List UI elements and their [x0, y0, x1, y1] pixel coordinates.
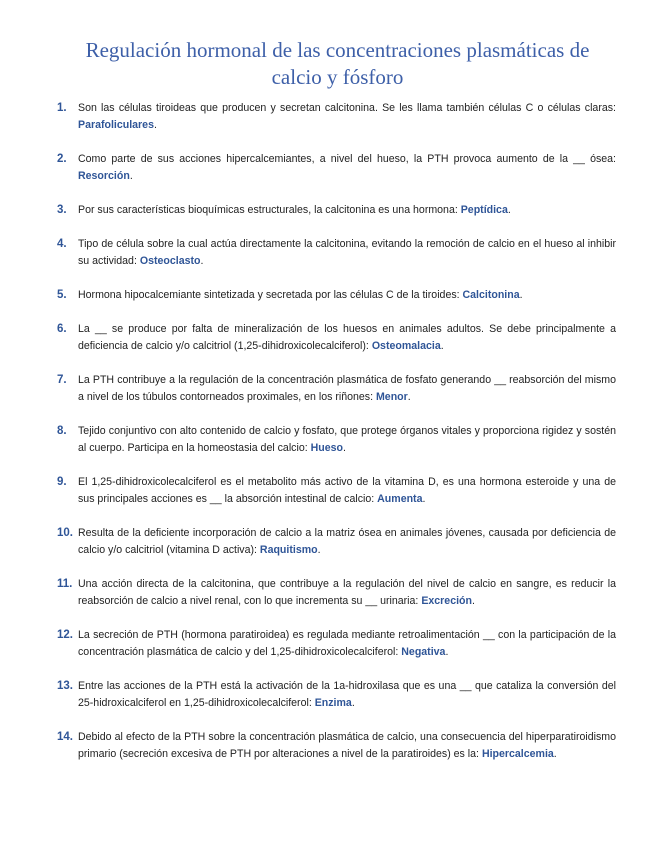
- question-body: La __ se produce por falta de mineralización de los huesos en animales adultos. Se debe principalmente a deficiencia de calcio y/o calcitriol (1,25-dihidroxicolecalciferol):: [78, 323, 616, 352]
- question-number: 2.: [57, 153, 67, 165]
- question-number: 4.: [57, 238, 67, 250]
- question-body: El 1,25-dihidroxicolecalciferol es el metabolito más activo de la vitamina D, es una hormona esteroide y una de sus principales acciones es __ la absorción intestinal de calcio:: [78, 476, 616, 505]
- question-end: .: [471, 595, 475, 607]
- question-body: Resulta de la deficiente incorporación de calcio a la matriz ósea en animales jóvenes, causada por deficiencia de calcio y/o calcitriol (vitamina D activa):: [78, 527, 616, 556]
- question-end: .: [519, 289, 523, 301]
- question-end: .: [153, 119, 157, 131]
- question-end: .: [317, 544, 321, 556]
- question-end: .: [129, 170, 133, 182]
- question-end: .: [553, 748, 557, 760]
- question-body: Entre las acciones de la PTH está la activación de la 1a-hidroxilasa que es una __ que cataliza la conversión del 25-hidroxicalciferol en 1,25-dihidroxicolecalciferol:: [78, 680, 616, 709]
- answer-highlight: Aumenta: [377, 493, 423, 505]
- question-number: 9.: [57, 476, 67, 488]
- question-number: 8.: [57, 425, 67, 437]
- answer-highlight: Osteomalacia: [371, 340, 441, 352]
- question-number: 1.: [57, 102, 67, 114]
- question-text: [78, 423, 616, 457]
- question-body: Una acción directa de la calcitonina, que contribuye a la regulación del nivel de calcio en sangre, es reducir la reabsorción de calcio a nivel renal, con lo que incrementa su __ urinaria:: [78, 578, 616, 607]
- question-number: 5.: [57, 289, 67, 301]
- question-text: [78, 525, 616, 559]
- answer-highlight: Hueso: [310, 442, 343, 454]
- question-text: [78, 474, 616, 508]
- answer-highlight: Osteoclasto: [139, 255, 201, 267]
- question-body: Son las células tiroideas que producen y secretan calcitonina. Se les llama también células C o células claras:: [78, 102, 616, 114]
- answer-highlight: Peptídica: [460, 204, 508, 216]
- question-end: .: [445, 646, 449, 658]
- question-text: [78, 576, 616, 610]
- question-body: Hormona hipocalcemiante sintetizada y secretada por las células C de la tiroides:: [78, 289, 463, 301]
- question-end: .: [200, 255, 204, 267]
- question-end: .: [440, 340, 444, 352]
- page-title: Regulación hormonal de las concentraciones plasmáticas de calcio y fósforo: [85, 38, 590, 89]
- answer-highlight: Hipercalcemia: [481, 748, 554, 760]
- question-number: 12.: [57, 629, 73, 641]
- question-end: .: [422, 493, 426, 505]
- question-text: [78, 372, 616, 406]
- question-end: .: [407, 391, 411, 403]
- question-number: 6.: [57, 323, 67, 335]
- question-body: Tejido conjuntivo con alto contenido de calcio y fosfato, que protege órganos vitales y proporciona rigidez y sostén al cuerpo. Participa en la homeostasia del calcio:: [78, 425, 616, 454]
- question-text: [78, 729, 616, 763]
- question-body: Como parte de sus acciones hipercalcemiantes, a nivel del hueso, la PTH provoca aumento de la __ ósea:: [78, 153, 616, 165]
- answer-highlight: Excreción: [421, 595, 472, 607]
- question-number: 13.: [57, 680, 73, 692]
- question-text: [78, 151, 616, 185]
- question-body: Por sus características bioquímicas estructurales, la calcitonina es una hormona:: [78, 204, 461, 216]
- answer-highlight: Calcitonina: [462, 289, 520, 301]
- question-end: .: [343, 442, 346, 454]
- question-number: 7.: [57, 374, 67, 386]
- question-body: Tipo de célula sobre la cual actúa directamente la calcitonina, evitando la remoción de calcio en el hueso al inhibir su actividad:: [78, 238, 616, 267]
- answer-highlight: Menor: [375, 391, 408, 403]
- question-end: .: [351, 697, 355, 709]
- question-text: [78, 287, 616, 304]
- question-end: .: [507, 204, 511, 216]
- question-text: [78, 321, 616, 355]
- question-number: 11.: [57, 578, 73, 590]
- question-text: [78, 627, 616, 661]
- answer-highlight: Enzima: [314, 697, 352, 709]
- question-body: La secreción de PTH (hormona paratiroidea) es regulada mediante retroalimentación __ con la participación de la concentración plasmática de calcio y del 1,25-dihidroxicolecalciferol:: [78, 629, 616, 658]
- answer-highlight: Raquitismo: [259, 544, 318, 556]
- question-text: [78, 100, 616, 134]
- question-number: 10.: [57, 527, 73, 539]
- question-text: [78, 678, 616, 712]
- question-body: La PTH contribuye a la regulación de la concentración plasmática de fosfato generando __ reabsorción del mismo a nivel de los túbulos contorneados proximales, en los riñones:: [78, 374, 616, 403]
- answer-highlight: Negativa: [401, 646, 446, 658]
- answer-highlight: Resorción: [78, 170, 130, 182]
- question-text: [78, 236, 616, 270]
- question-body: Debido al efecto de la PTH sobre la concentración plasmática de calcio, una consecuencia del hiperparatiroidismo primario (secreción excesiva de PTH por alteraciones a nivel de la paratiroides) es la:: [78, 731, 616, 760]
- question-number: 14.: [57, 731, 73, 743]
- answer-highlight: Parafoliculares: [78, 119, 154, 131]
- question-text: [78, 202, 616, 219]
- question-number: 3.: [57, 204, 67, 216]
